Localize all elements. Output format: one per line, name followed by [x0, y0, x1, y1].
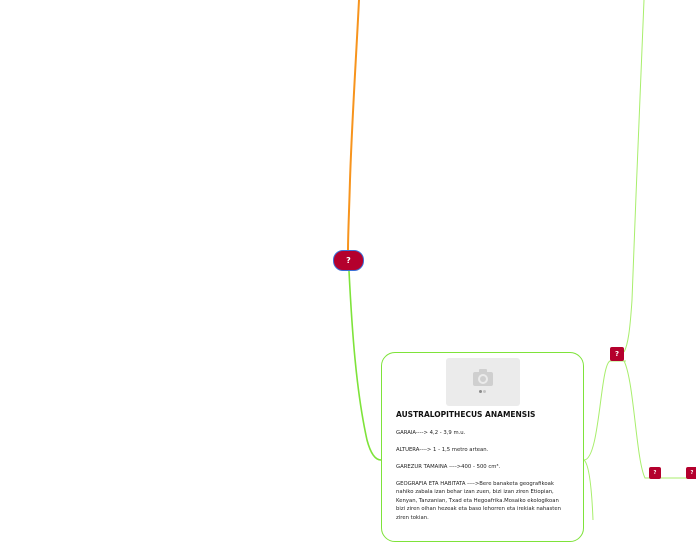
branch-question-label-2: ?: [653, 470, 657, 476]
card-line-geografia: GEOGRAFIA ETA HABITATA ---->Bere banaketa geografikoak nahiko zabala izan behar izan zuen, bizi izan ziren Etiopian, Kenyan, Tanzanian, Txad eta Hegoafrika.Mosaiko ekologikoan bizi ziren oihan hezeak eta baso lehorren eta irekiak nahasten ziren tokian.: [396, 481, 561, 521]
branch-question-node-2[interactable]: [649, 467, 661, 479]
card-line-altuera: ALTUERA----> 1 - 1,5 metro artean.: [396, 447, 489, 453]
branch-question-label-1: ?: [614, 350, 620, 358]
green-branch-connector-card-down: [584, 460, 593, 520]
image-placeholder[interactable]: [446, 358, 520, 406]
card-body: [396, 429, 568, 531]
orange-branch-connector: [348, 0, 359, 250]
root-question-label: ?: [346, 256, 351, 265]
green-branch-connector-root-to-card: [349, 271, 381, 460]
branch-question-node-3[interactable]: [686, 467, 696, 479]
card-line-garezur: GAREZUR TAMAINA ---->400 - 500 cm³.: [396, 464, 501, 470]
green-branch-connector-card-to-node: [584, 361, 626, 460]
topic-card[interactable]: [381, 352, 584, 542]
green-branch-connector-node-to-sub: [624, 361, 696, 478]
green-branch-connector-top: [624, 0, 644, 352]
card-title: AUSTRALOPITHECUS ANAMENSIS: [396, 410, 536, 419]
branch-question-label-3: ?: [690, 470, 694, 476]
branch-question-node-1[interactable]: [610, 347, 624, 361]
root-question-node[interactable]: [333, 250, 364, 271]
camera-icon: [446, 358, 520, 406]
card-line-garaia: GARAIA----> 4,2 - 3,9 m.u.: [396, 430, 466, 436]
